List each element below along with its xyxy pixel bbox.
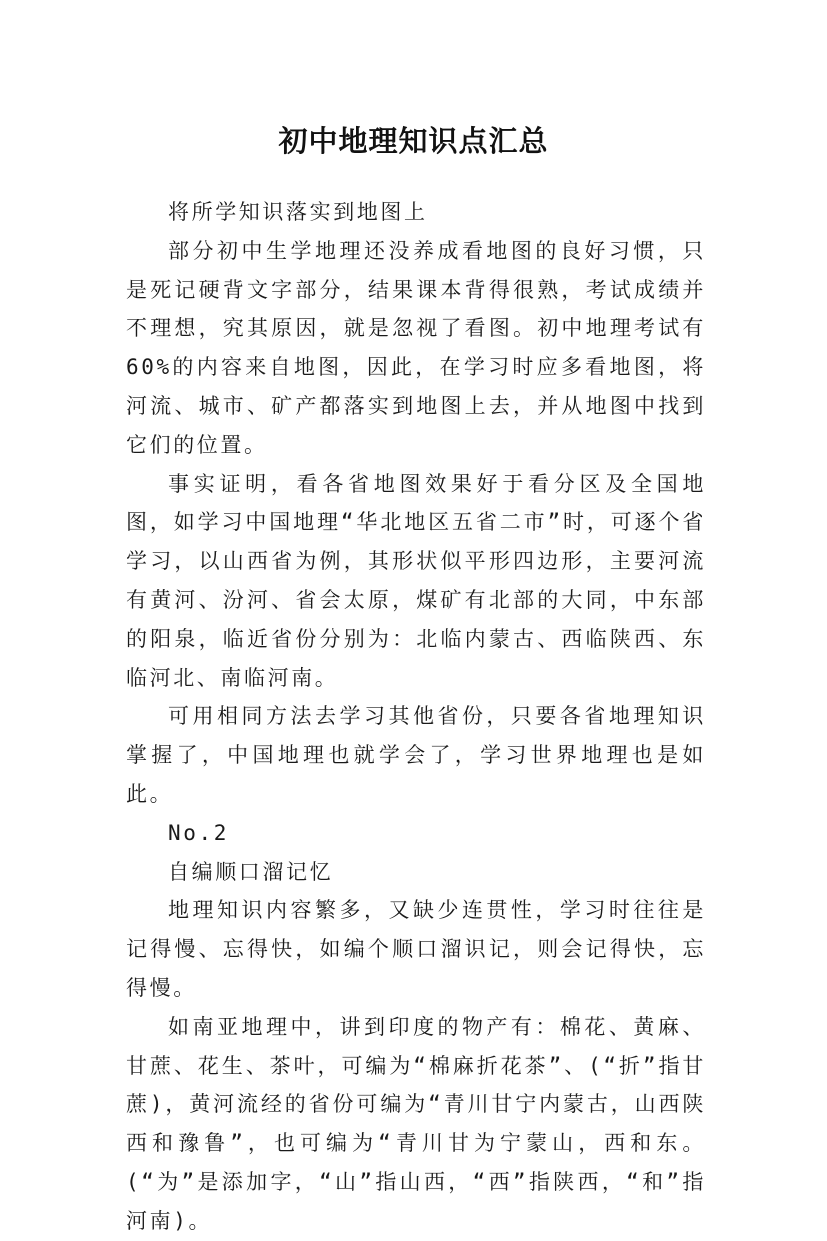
paragraph-rhyme-example: 如南亚地理中，讲到印度的物产有：棉花、黄麻、甘蔗、花生、茶叶，可编为“棉麻折花茶”、(“折”指甘蔗)，黄河流经的省份可编为“青川甘宁内蒙古，山西陕西和豫鲁”，也可编为“青川甘为宁蒙山，西和东。(“为”是添加字，“山”指山西，“西”指陕西，“和”指河南)。 bbox=[126, 1014, 706, 1233]
paragraph-rhyme-intro: 地理知识内容繁多，又缺少连贯性，学习时往往是记得慢、忘得快，如编个顺口溜识记，则会记得快，忘得慢。 bbox=[126, 898, 706, 1000]
section-heading-rhyme: 自编顺口溜记忆 bbox=[168, 859, 334, 884]
document-title: 初中地理知识点汇总 bbox=[278, 124, 549, 159]
section-number: No.2 bbox=[168, 820, 229, 845]
paragraph-map-habit: 部分初中生学地理还没养成看地图的良好习惯，只是死记硬背文字部分，结果课本背得很熟，考试成绩并不理想，究其原因，就是忽视了看图。初中地理考试有60%的内容来自地图，因此，在学习时应多看地图，将河流、城市、矿产都落实到地图上去，并从地图中找到它们的位置。 bbox=[126, 238, 706, 457]
document-body bbox=[126, 193, 706, 1241]
paragraph-same-method: 可用相同方法去学习其他省份，只要各省地理知识掌握了，中国地理也就学会了，学习世界地理也是如此。 bbox=[126, 704, 706, 806]
section-heading-map: 将所学知识落实到地图上 bbox=[168, 200, 428, 224]
paragraph-province-example: 事实证明，看各省地图效果好于看分区及全国地图，如学习中国地理“华北地区五省二市”时，可逐个省学习，以山西省为例，其形状似平形四边形，主要河流有黄河、汾河、省会太原，煤矿有北部的大同，中东部的阳泉，临近省份分别为：北临内蒙古、西临陕西、东临河北、南临河南。 bbox=[126, 471, 706, 690]
